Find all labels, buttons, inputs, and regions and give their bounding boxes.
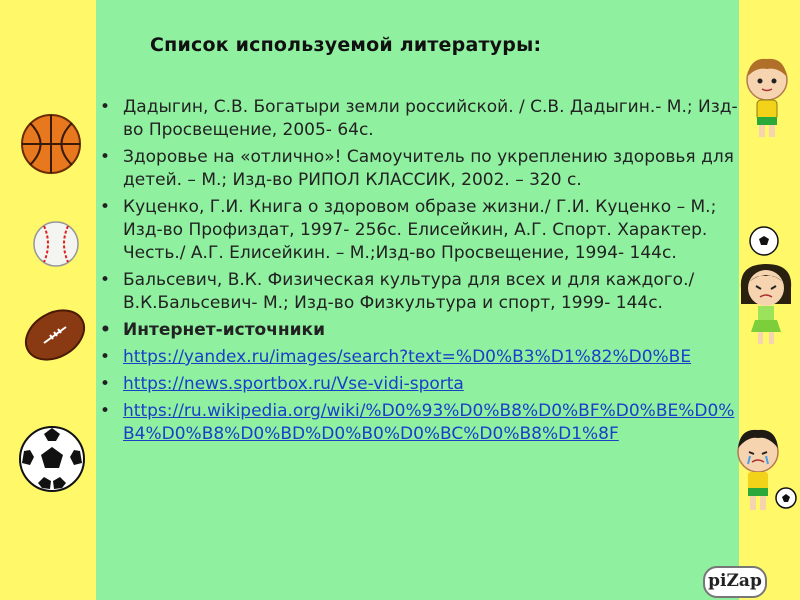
soccer-ball-small-icon (749, 226, 779, 256)
link-yandex[interactable]: https://yandex.ru/images/search?text=%D0%B3%D1%82%D0%BE (123, 347, 692, 367)
soccer-ball-icon (18, 425, 86, 493)
list-item: • Здоровье на «отлично»! Самоучитель по укреплению здоровья для детей. – М.; Изд-во РИПОЛ КЛАССИК, 2002. – 320 с. (98, 146, 738, 192)
crying-boy-character-icon (728, 426, 798, 516)
link-item (98, 373, 738, 396)
girl-character-icon (735, 258, 797, 348)
link-item (98, 346, 738, 369)
left-side-strip (0, 0, 96, 600)
rugby-ball-icon (22, 305, 88, 365)
internet-sources-heading: • Интернет-источники (98, 319, 738, 342)
list-item: • Бальсевич, В.К. Физическая культура для всех и для каждого./ В.К.Бальсевич- М.; Изд-во Физкультура и спорт, 1999- 144с. (98, 269, 738, 315)
link-item (98, 400, 738, 446)
pizap-logo: piZap (703, 566, 767, 598)
baseball-icon (32, 220, 80, 268)
link-wikipedia[interactable]: https://ru.wikipedia.org/wiki/%D0%93%D0%B8%D0%BF%D0%BE%D0%B4%D0%B8%D0%BD%D0%B0%D0%BC%D0%B8%D1%8F (123, 401, 735, 444)
list-item: • Куценко, Г.И. Книга о здоровом образе жизни./ Г.И. Куценко – М.; Изд-во Профиздат, 1997- 256с. Елисейкин, А.Г. Спорт. Характер. Честь./ А.Г. Елисейкин. – М.;Изд-во Просвещение, 1994- 144с. (98, 196, 738, 265)
link-sportbox[interactable]: https://news.sportbox.ru/Vse-vidi-sporta (123, 374, 464, 394)
basketball-icon (20, 113, 82, 175)
reference-list (98, 96, 738, 450)
list-item: • Дадыгин, С.В. Богатыри земли российской. / С.В. Дадыгин.- М.; Изд-во Просвещение, 2005- 64с. (98, 96, 738, 142)
boy-character-icon (738, 55, 796, 140)
page-title: Список используемой литературы: (150, 34, 542, 56)
